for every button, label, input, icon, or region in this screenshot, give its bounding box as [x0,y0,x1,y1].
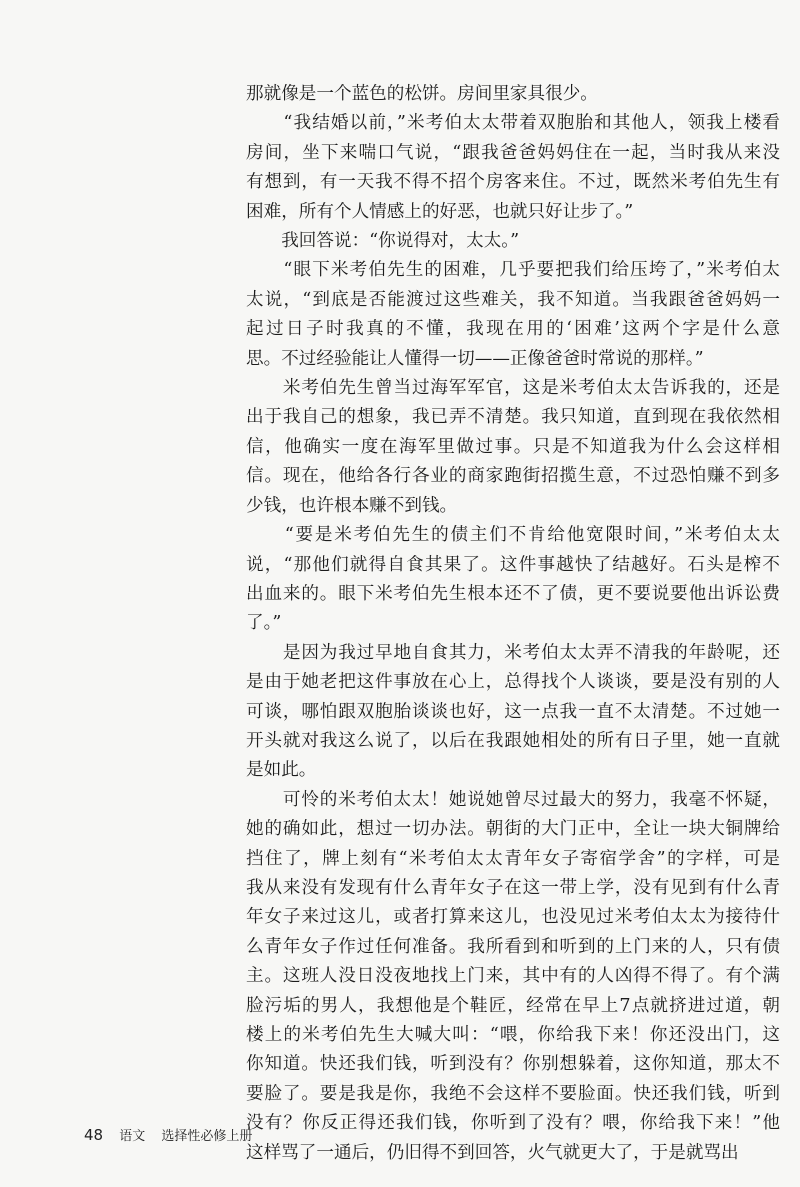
text-line: 脸污垢的男人，我想他是个鞋匠，经常在早上7点就挤进过道，朝 [246,995,780,1016]
text-line: 困难，所有个人情感上的好恶，也就只好让步了。” [246,201,634,222]
text-line: 房间，坐下来喘口气说，“跟我爸爸妈妈住在一起，当时我从来没 [246,142,780,163]
paragraph [246,639,780,786]
text-line: 么青年女子作过任何准备。我所看到和听到的上门来的人，只有债 [246,936,780,957]
text-line: 开头就对我这么说了，以后在我跟她相处的所有日子里，她一直就 [246,730,780,751]
paragraph [246,521,780,639]
text-line: 我回答说：“你说得对，太太。” [246,231,520,252]
text-line: 我从来没有发现有什么青年女子在这一带上学，没有见到有什么青 [246,877,780,898]
text-line: 要脸了。要是我是你，我绝不会这样不要脸面。快还我们钱，听到 [246,1083,780,1104]
text-line: 年女子来过这儿，或者打算来这儿，也没见过米考伯太太为接待什 [246,907,780,928]
text-line: 起过日子时我真的不懂，我现在用的‘困难’这两个字是什么意 [246,319,780,340]
text-line: 太说，“到底是否能渡过这些难关，我不知道。当我跟爸爸妈妈一 [246,289,780,310]
text-line: 思。不过经验能让人懂得一切——正像爸爸时常说的那样。” [246,348,704,369]
book-title: 选择性必修上册 [161,1129,253,1144]
text-line: 出于我自己的想象，我已弄不清楚。我只知道，直到现在我依然相 [246,407,780,428]
paragraph [246,786,780,1168]
paragraph [246,80,780,109]
text-line: 她的确如此，想过一切办法。朝街的大门正中，全让一块大铜牌给 [246,819,780,840]
paragraph [246,109,780,227]
text-line: 是如此。 [246,760,317,781]
subject-label: 语文 [119,1129,146,1144]
text-line: 信。现在，他给各行各业的商家跑街招揽生意，不过恐怕赚不到多 [246,466,780,487]
text-line: 了。” [246,613,282,634]
text-line: 信，他确实一度在海军里做过事。只是不知道我为什么会这样相 [246,436,780,457]
text-line: “要是米考伯先生的债主们不肯给他宽限时间，”米考伯太太 [246,525,780,546]
text-line: 主。这班人没日没夜地找上门来，其中有的人凶得不得了。有个满 [246,966,780,987]
text-line: 这样骂了一通后，仍旧得不到回答，火气就更大了，于是就骂出 [246,1142,739,1163]
paragraph [246,374,780,521]
text-line: 没有？你反正得还我们钱，你听到了没有？喂，你给我下来！”他 [246,1113,780,1134]
body-text [246,80,780,1168]
text-line: 可谈，哪怕跟双胞胎谈谈也好，这一点我一直不太清楚。不过她一 [246,701,780,722]
page-footer [84,1125,252,1144]
page-number: 48 [84,1126,104,1144]
paragraph [246,256,780,374]
text-line: 少钱，也许根本赚不到钱。 [246,495,458,516]
text-line: “眼下米考伯先生的困难，几乎要把我们给压垮了，”米考伯太 [246,260,780,281]
text-line: “我结婚以前，”米考伯太太带着双胞胎和其他人，领我上楼看 [246,113,780,134]
text-line: 米考伯先生曾当过海军军官，这是米考伯太太告诉我的，还是 [246,378,780,399]
text-line: 那就像是一个蓝色的松饼。房间里家具很少。 [246,84,598,104]
text-line: 出血来的。眼下米考伯先生根本还不了债，更不要说要他出诉讼费 [246,583,780,604]
text-line: 你知道。快还我们钱，听到没有？你别想躲着，这你知道，那太不 [246,1054,780,1075]
text-line: 可怜的米考伯太太！她说她曾尽过最大的努力，我毫不怀疑， [246,789,780,810]
text-line: 说，“那他们就得自食其果了。这件事越快了结越好。石头是榨不 [246,554,780,575]
text-line: 是因为我过早地自食其力，米考伯太太弄不清我的年龄呢，还 [246,642,780,663]
text-line: 是由于她老把这件事放在心上，总得找个人谈谈，要是没有别的人 [246,672,780,693]
text-line: 楼上的米考伯先生大喊大叫：“喂，你给我下来！你还没出门，这 [246,1025,780,1045]
text-line: 挡住了，牌上刻有“米考伯太太青年女子寄宿学舍”的字样，可是 [246,848,780,869]
text-line: 有想到，有一天我不得不招个房客来住。不过，既然米考伯先生有 [246,172,780,193]
paragraph [246,227,780,256]
